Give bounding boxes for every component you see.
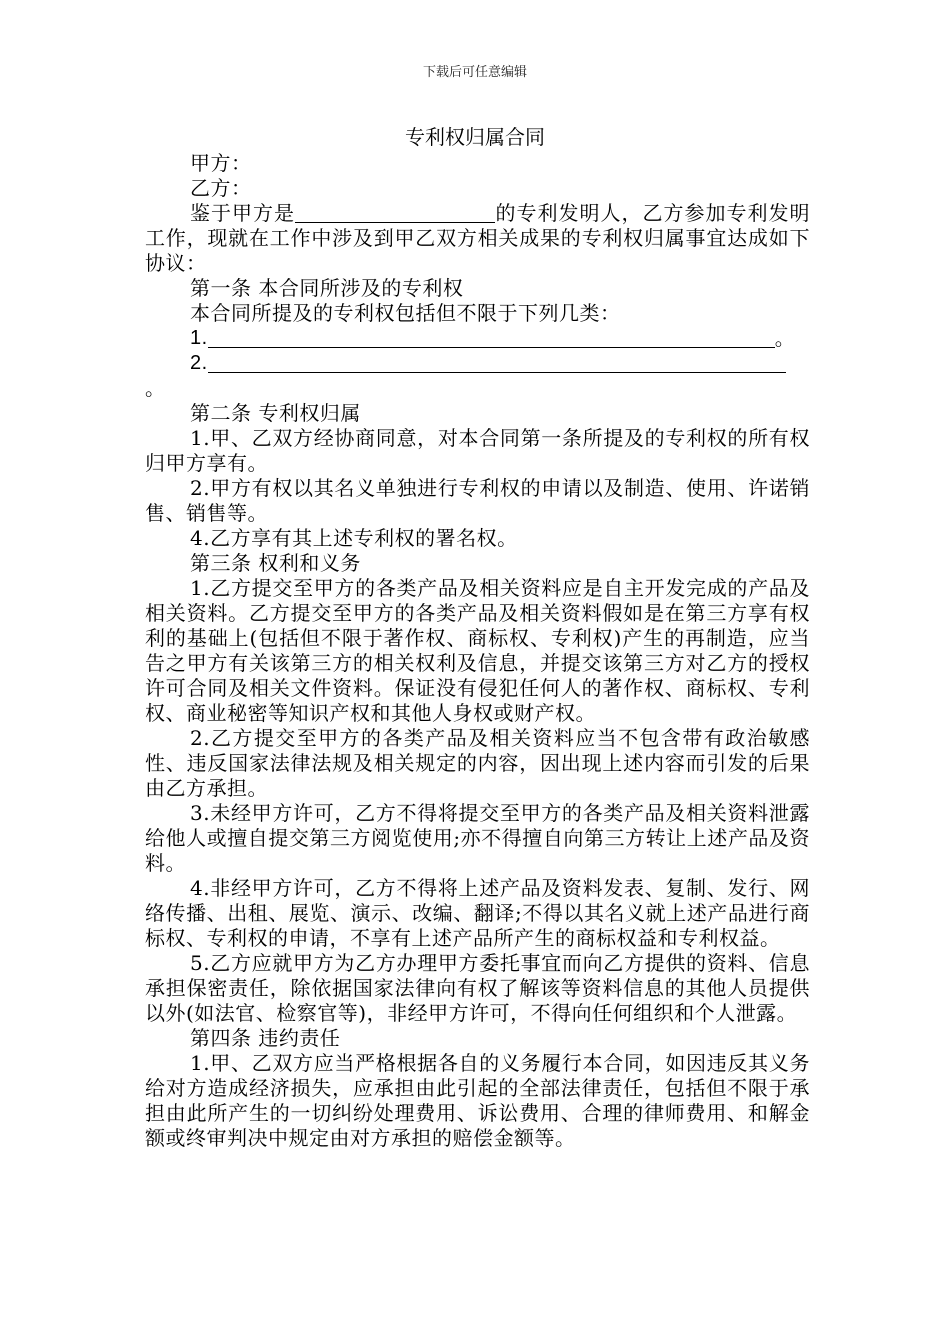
document-body xyxy=(145,151,810,1151)
article-3-clause-3: 3.未经甲方许可，乙方不得将提交至甲方的各类产品及相关资料泄露给他人或擅自提交第三方阅览使用;亦不得擅自向第三方转让上述产品及资料。 xyxy=(145,801,810,875)
inventor-blank xyxy=(295,204,495,223)
article-2-title: 第二条 专利权归属 xyxy=(190,401,361,425)
article-4-title: 第四条 违约责任 xyxy=(190,1026,341,1050)
article-1-text: 本合同所提及的专利权包括但不限于下列几类： xyxy=(190,301,621,325)
article-4-clause-1: 1.甲、乙双方应当严格根据各自的义务履行本合同，如因违反其义务给对方造成经济损失，应承担由此引起的全部法律责任，包括但不限于承担由此所产生的一切纠纷处理费用、诉讼费用、合理的律师费用、和解金额或终审判决中规定由对方承担的赔偿金额等。 xyxy=(145,1051,810,1150)
item-2-blank xyxy=(208,354,786,373)
article-2-clause-4: 4.乙方享有其上述专利权的署名权。 xyxy=(190,526,518,550)
article-3-clause-4: 4.非经甲方许可，乙方不得将上述产品及资料发表、复制、发行、网络传播、出租、展览、演示、改编、翻译;不得以其名义就上述产品进行商标权、专利权的申请，不享有上述产品所产生的商标权益和专利权益。 xyxy=(145,876,810,950)
item-2-number: 2. xyxy=(190,352,208,374)
article-3-clause-2: 2.乙方提交至甲方的各类产品及相关资料应当不包含带有政治敏感性、违反国家法律法规及相关规定的内容，因出现上述内容而引发的后果由乙方承担。 xyxy=(145,726,810,800)
article-3-clause-1: 1.乙方提交至甲方的各类产品及相关资料应是自主开发完成的产品及相关资料。乙方提交至甲方的各类产品及相关资料假如是在第三方享有权利的基础上(包括但不限于著作权、商标权、专利权)产生的再制造，应当告之甲方有关该第三方的相关权利及信息，并提交该第三方对乙方的授权许可合同及相关文件资料。保证没有侵犯任何人的著作权、商标权、专利权、商业秘密等知识产权和其他人身权或财产权。 xyxy=(145,576,810,725)
patent-item-2 xyxy=(145,351,810,376)
item-1-number: 1. xyxy=(190,327,208,349)
patent-item-1 xyxy=(145,326,810,351)
article-3-clause-5: 5.乙方应就甲方为乙方办理甲方委托事宜而向乙方提供的资料、信息承担保密责任，除依据国家法律向有权了解该等资料信息的其他人员提供以外(如法官、检察官等)，非经甲方许可，不得向任何组织和个人泄露。 xyxy=(145,951,810,1025)
item-2-end: 。 xyxy=(145,376,166,400)
article-1-title: 第一条 本合同所涉及的专利权 xyxy=(190,276,464,300)
party-b-label: 乙方： xyxy=(190,176,252,200)
party-a-label: 甲方： xyxy=(190,151,252,175)
document-title: 专利权归属合同 xyxy=(405,125,545,149)
intro-pre: 鉴于甲方是 xyxy=(190,201,295,225)
intro-post: 的专利发明人，乙方参加专利发明工作，现就在工作中涉及到甲乙双方相关成果的专利权归属事宜达成如下协议： xyxy=(145,201,810,275)
intro-paragraph xyxy=(145,201,810,276)
article-2-clause-2: 2.甲方有权以其名义单独进行专利权的申请以及制造、使用、许诺销售、销售等。 xyxy=(145,476,810,525)
article-3-title: 第三条 权利和义务 xyxy=(190,551,361,575)
article-2-clause-1: 1.甲、乙双方经协商同意，对本合同第一条所提及的专利权的所有权归甲方享有。 xyxy=(145,426,810,475)
item-1-blank xyxy=(208,329,775,348)
item-1-end: 。 xyxy=(774,326,796,350)
page-header-note: 下载后可任意编辑 xyxy=(422,65,527,80)
